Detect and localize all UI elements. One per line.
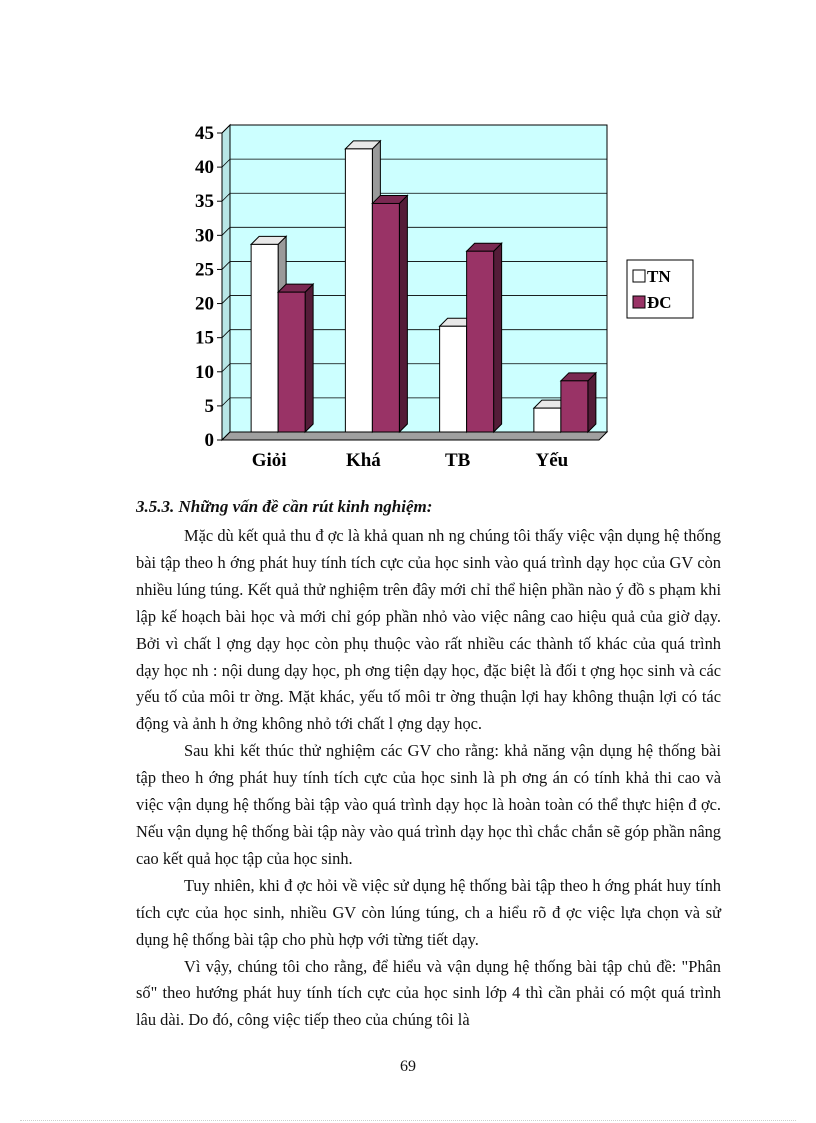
y-tick-label: 35 [195,191,214,213]
y-tick-label: 20 [195,293,214,315]
y-tick-label: 40 [195,157,214,179]
bar-side [399,195,407,432]
y-tick-label: 10 [195,361,214,383]
bar-side [588,373,596,432]
y-tick-label: 30 [195,225,214,247]
legend-swatch [633,296,645,308]
y-tick-label: 5 [204,395,214,417]
bar-side [494,243,502,432]
bar-chart [190,110,710,480]
y-tick-label: 0 [204,430,214,451]
bar [440,326,467,432]
y-tick-label: 25 [195,259,214,281]
paragraph: Tuy nhiên, khi đ ợc hỏi về việc sử dụng hệ thống bài tập theo h ớng phát huy tính tích cực của học sinh, nhiều GV còn lúng túng, ch a hiểu rõ đ ợc việc lựa chọn và sử dụng hệ thống bài tập cho phù hợp với từng tiết dạy. [136,875,721,949]
legend-label: TN [647,267,671,286]
page-bottom-rule [20,1120,796,1121]
chart-side-wall [222,125,230,440]
x-tick-label: Giỏi [251,450,287,471]
bar [534,408,561,432]
body-text [136,523,721,1034]
x-tick-label: TB [444,450,471,471]
x-tick-label: Yếu [535,450,569,471]
bar [251,244,278,432]
bar [561,381,588,432]
chart-floor [222,432,607,440]
section-heading: 3.5.3. Những vấn đề cần rút kinh nghiệm: [136,497,433,516]
legend-swatch [633,270,645,282]
paragraph: Sau khi kết thúc thử nghiệm các GV cho rằng: khả năng vận dụng hệ thống bài tập theo h ớng phát huy tính tích cực của học sinh là ph ơng án có tính khả thi cao và việc vận dụng hệ thống bài tập vào quá trình dạy học là hoàn toàn có thể thực hiện đ ợc. Nếu vận dụng hệ thống bài tập này vào quá trình dạy học thì chắc chắn sẽ góp phần nâng cao kết quả học tập của học sinh. [136,741,721,868]
x-tick-label: Khá [345,450,381,471]
bar [467,251,494,432]
bar [278,292,305,432]
legend-label: ĐC [647,293,672,312]
paragraph: Vì vậy, chúng tôi cho rằng, để hiểu và vận dụng hệ thống bài tập chủ đề: "Phân số" theo hướng phát huy tính tích cực của học sinh lớp 4 thì cần phải có một quá trình lâu dài. Do đó, công việc tiếp theo của chúng tôi là [136,956,721,1030]
paragraph: Mặc dù kết quả thu đ ợc là khả quan nh ng chúng tôi thấy việc vận dụng hệ thống bài tập theo h ớng phát huy tính tích cực của học sinh vào quá trình dạy học của GV còn nhiều lúng túng. Kết quả thử nghiệm trên đây mới chỉ thể hiện phần nào ý đồ s phạm khi lập kế hoạch bài học và mới chỉ góp phần nhỏ vào việc nâng cao hiệu quả của giờ dạy. Bởi vì chất l ợng dạy học còn phụ thuộc vào rất nhiều các thành tố khác của quá trình dạy học nh : nội dung dạy học, ph ơng tiện dạy học, đặc biệt là đối t ợng học sinh và các yếu tố của môi tr ờng. Mặt khác, yếu tố môi tr ờng thuận lợi hay không thuận lợi có tác động và ảnh h ởng không nhỏ tới chất l ợng dạy học. [136,526,721,734]
y-tick-label: 45 [195,123,214,144]
bar [372,203,399,432]
bar [345,149,372,432]
y-tick-label: 15 [195,327,214,349]
page-number: 69 [400,1058,416,1075]
bar-side [305,284,313,432]
